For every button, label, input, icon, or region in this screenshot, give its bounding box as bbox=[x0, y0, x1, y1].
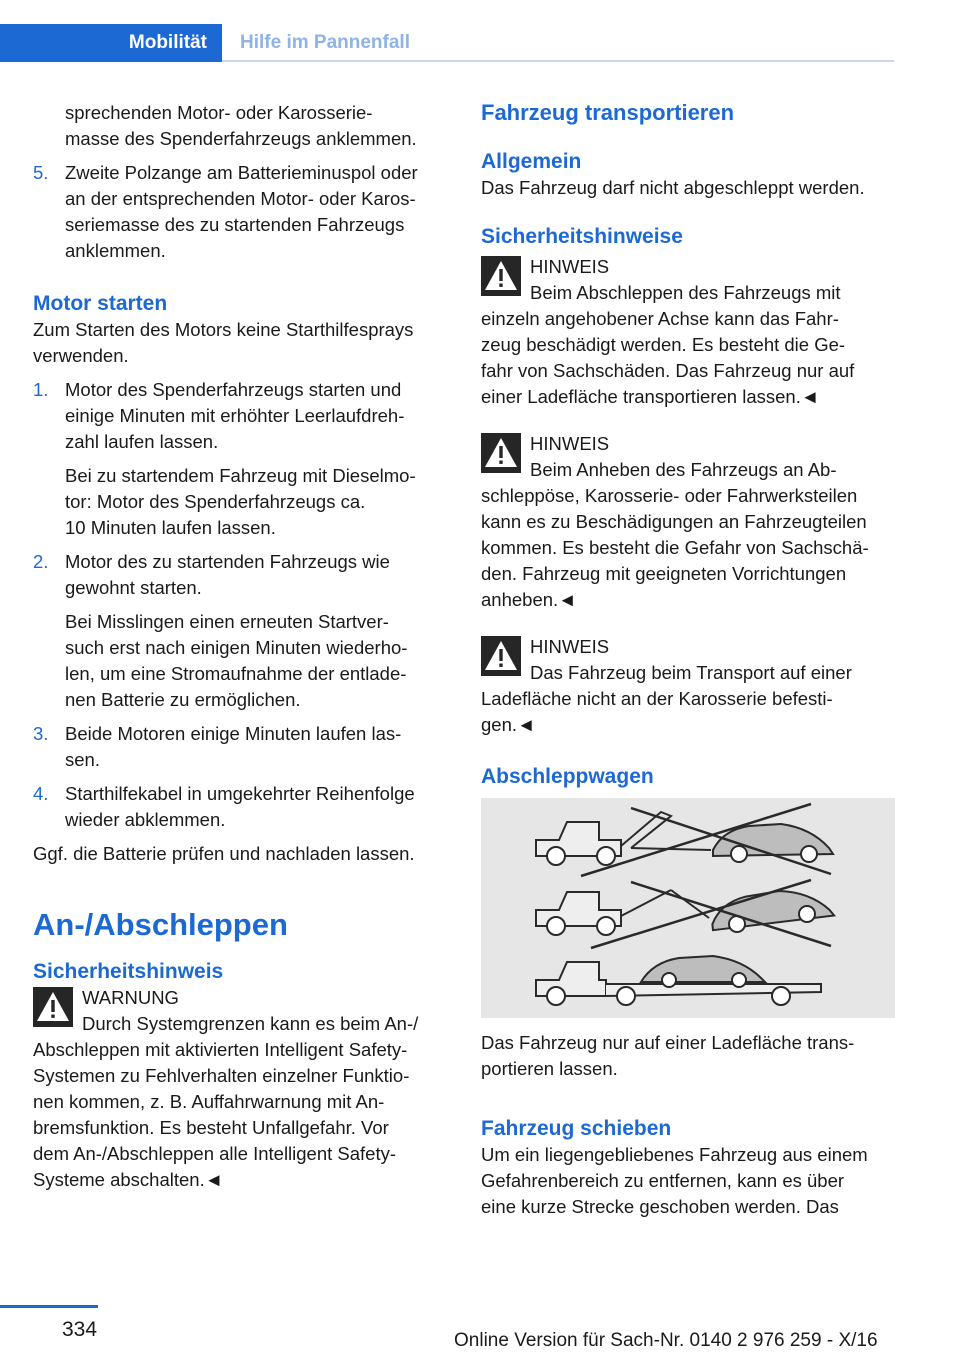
text-line: Ggf. die Batterie prüfen und nachladen lassen. bbox=[33, 843, 415, 864]
section-heading: Motor starten bbox=[33, 292, 168, 315]
text-line: Das Fahrzeug beim Transport auf einer bbox=[530, 662, 852, 683]
section-heading: Fahrzeug schieben bbox=[481, 1117, 672, 1140]
text-line: Beim Abschleppen des Fahrzeugs mit bbox=[530, 282, 841, 303]
text-line: einzeln angehobener Achse kann das Fahr- bbox=[481, 308, 839, 329]
list-number: 4. bbox=[33, 783, 49, 804]
list-item bbox=[33, 160, 448, 264]
notice-box bbox=[481, 254, 895, 410]
footer-version-text: Online Version für Sach-Nr. 0140 2 976 259 - X/16 bbox=[454, 1330, 878, 1351]
list-item-continuation bbox=[33, 100, 448, 152]
warning-triangle-icon bbox=[481, 636, 521, 676]
text-line: an der entsprechenden Motor- oder Karos- bbox=[65, 188, 416, 209]
text-line: seriemasse des zu startenden Fahrzeugs bbox=[65, 214, 405, 235]
section-heading: Fahrzeug transportieren bbox=[481, 100, 735, 125]
header-divider bbox=[222, 60, 894, 62]
tab-hilfe-im-pannenfall[interactable] bbox=[240, 24, 410, 62]
text-line: zahl laufen lassen. bbox=[65, 431, 219, 452]
text-line: fahr von Sachschäden. Das Fahrzeug nur auf bbox=[481, 360, 855, 381]
notice-label: HINWEIS bbox=[530, 636, 610, 657]
text-line: Bei zu startendem Fahrzeug mit Dieselmo- bbox=[65, 465, 416, 486]
text-line: zeug beschädigt werden. Es besteht die Ge- bbox=[481, 334, 846, 355]
text-line: Um ein liegengebliebenes Fahrzeug aus einem bbox=[481, 1144, 868, 1165]
text-line: tor: Motor des Spenderfahrzeugs ca. bbox=[65, 491, 366, 512]
text-line: Beim Anheben des Fahrzeugs an Ab- bbox=[530, 459, 837, 480]
text-line: masse des Spenderfahrzeugs anklemmen. bbox=[65, 128, 417, 149]
tow-vehicles-image bbox=[481, 798, 895, 1018]
tow-truck-illustration bbox=[481, 798, 895, 1018]
text-line: einer Ladefläche transportieren lassen.◄ bbox=[481, 386, 820, 407]
chapter-heading: An-/Abschleppen bbox=[33, 907, 288, 942]
tab-mobilitaet[interactable] bbox=[0, 24, 222, 62]
text-line: Motor des zu startenden Fahrzeugs wie bbox=[65, 551, 390, 572]
notice-label: HINWEIS bbox=[530, 433, 610, 454]
text-line: Gefahrenbereich zu entfernen, kann es über bbox=[481, 1170, 845, 1191]
text-line: portieren lassen. bbox=[481, 1058, 618, 1079]
right-column bbox=[481, 100, 895, 1220]
text-line: Das Fahrzeug darf nicht abgeschleppt werden. bbox=[481, 177, 865, 198]
text-line: sprechenden Motor- oder Karosserie- bbox=[65, 102, 373, 123]
section-heading: Abschleppwagen bbox=[481, 765, 654, 788]
warning-box bbox=[33, 985, 448, 1193]
notice-box bbox=[481, 431, 895, 613]
text-line: Starthilfekabel in umgekehrter Reihenfolge bbox=[65, 783, 415, 804]
section-heading: Allgemein bbox=[481, 150, 582, 173]
text-line: dem An-/Abschleppen alle Intelligent Safety- bbox=[33, 1143, 397, 1164]
text-line: Zweite Polzange am Batterieminuspol oder bbox=[65, 162, 418, 183]
warning-triangle-icon bbox=[481, 256, 521, 296]
text-line: schleppöse, Karosserie- oder Fahrwerksteilen bbox=[481, 485, 858, 506]
warning-triangle-icon bbox=[33, 987, 73, 1027]
text-line: such erst nach einigen Minuten wiederho- bbox=[65, 637, 408, 658]
text-line: gen.◄ bbox=[481, 714, 536, 735]
tab-label: Hilfe im Pannenfall bbox=[240, 32, 410, 53]
text-line: eine kurze Strecke geschoben werden. Das bbox=[481, 1196, 839, 1217]
text-line: anklemmen. bbox=[65, 240, 166, 261]
warning-label: WARNUNG bbox=[82, 987, 179, 1008]
text-line: Das Fahrzeug nur auf einer Ladefläche trans- bbox=[481, 1032, 855, 1053]
text-line: nen Batterie zu ermöglichen. bbox=[65, 689, 301, 710]
list-number: 3. bbox=[33, 723, 49, 744]
list-item bbox=[33, 721, 448, 773]
warning-triangle-icon bbox=[481, 433, 521, 473]
text-line: Motor des Spenderfahrzeugs starten und bbox=[65, 379, 402, 400]
text-line: bremsfunktion. Es besteht Unfallgefahr. Vor bbox=[33, 1117, 389, 1138]
text-line: Abschleppen mit aktivierten Intelligent Safety- bbox=[33, 1039, 408, 1060]
text-line: wieder abklemmen. bbox=[65, 809, 226, 830]
text-line: anheben.◄ bbox=[481, 589, 577, 610]
list-item bbox=[33, 781, 448, 833]
text-line: sen. bbox=[65, 749, 100, 770]
section-heading: Sicherheitshinweis bbox=[33, 960, 224, 983]
list-number: 1. bbox=[33, 379, 49, 400]
text-line: nen kommen, z. B. Auffahrwarnung mit An- bbox=[33, 1091, 385, 1112]
header bbox=[0, 24, 894, 62]
notice-box bbox=[481, 634, 895, 738]
text-line: kann es zu Beschädigungen an Fahrzeugteilen bbox=[481, 511, 867, 532]
text-line: Bei Misslingen einen erneuten Startver- bbox=[65, 611, 389, 632]
text-line: Zum Starten des Motors keine Starthilfesprays bbox=[33, 319, 414, 340]
list-number: 5. bbox=[33, 162, 49, 183]
text-line: verwenden. bbox=[33, 345, 129, 366]
text-line: einige Minuten mit erhöhter Leerlaufdreh- bbox=[65, 405, 405, 426]
text-line: den. Fahrzeug mit geeigneten Vorrichtungen bbox=[481, 563, 847, 584]
list-item bbox=[33, 549, 448, 713]
text-line: kommen. Es besteht die Gefahr von Sachschä- bbox=[481, 537, 869, 558]
text-line: len, um eine Stromaufnahme der entlade- bbox=[65, 663, 407, 684]
text-line: 10 Minuten laufen lassen. bbox=[65, 517, 276, 538]
text-line: Beide Motoren einige Minuten laufen las- bbox=[65, 723, 402, 744]
notice-label: HINWEIS bbox=[530, 256, 610, 277]
text-line: Ladefläche nicht an der Karosserie befesti- bbox=[481, 688, 833, 709]
page-number: 334 bbox=[62, 1318, 98, 1341]
tab-label: Mobilität bbox=[128, 32, 207, 53]
list-item bbox=[33, 377, 448, 541]
text-line: Systeme abschalten.◄ bbox=[33, 1169, 224, 1190]
text-line: Systemen zu Fehlverhalten einzelner Funktio- bbox=[33, 1065, 410, 1086]
section-heading: Sicherheitshinweise bbox=[481, 225, 683, 248]
list-number: 2. bbox=[33, 551, 49, 572]
text-line: Durch Systemgrenzen kann es beim An-/ bbox=[82, 1013, 419, 1034]
left-column bbox=[33, 100, 448, 1193]
footer-divider bbox=[0, 1305, 98, 1308]
text-line: gewohnt starten. bbox=[65, 577, 202, 598]
